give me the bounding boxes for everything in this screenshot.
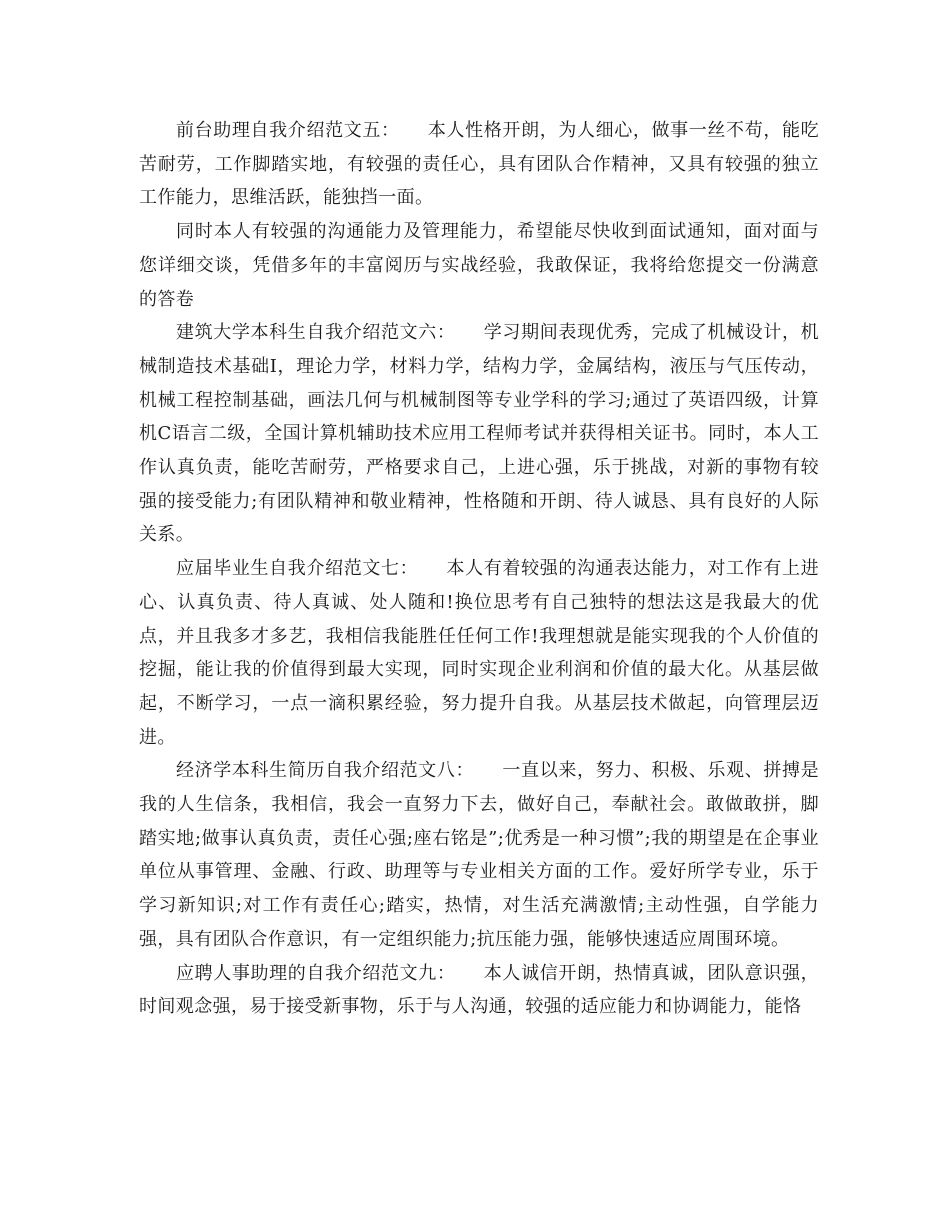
paragraph-hr-assistant: 应聘人事助理的自我介绍范文九： 本人诚信开朗，热情真诚，团队意识强，时间观念强，易于接受新事物，乐于与人沟通，较强的适应能力和协调能力，能恪 [139,962,819,1018]
paragraph-economics-undergraduate: 经济学本科生简历自我介绍范文八： 一直以来，努力、积极、乐观、拼搏是我的人生信条，我相信，我会一直努力下去，做好自己，奉献社会。敢做敢拼，脚踏实地;做事认真负责，责任心强;座右铭是”;优秀是一种习惯”;我的期望是在企事业单位从事管理、金融、行政、助理等与专业相关方面的工作。爱好所学专业，乐于学习新知识;对工作有责任心;踏实，热情，对生活充满激情;主动性强，自学能力强，具有团队合作意识，有一定组织能力;抗压能力强，能够快速适应周围环境。 [139,760,819,950]
paragraph-front-desk-assistant: 前台助理自我介绍范文五： 本人性格开朗，为人细心，做事一丝不苟，能吃苦耐劳，工作脚踏实地，有较强的责任心，具有团队合作精神，又具有较强的独立工作能力，思维活跃，能独挡一面。 [139,120,819,209]
document-body [139,114,819,1024]
paragraph-communication-ability: 同时本人有较强的沟通能力及管理能力，希望能尽快收到面试通知，面对面与您详细交谈，凭借多年的丰富阅历与实战经验，我敢保证，我将给您提交一份满意的答卷 [139,221,819,310]
paragraph-fresh-graduate: 应届毕业生自我介绍范文七： 本人有着较强的沟通表达能力，对工作有上进心、认真负责、待人真诚、处人随和!换位思考有自己独特的想法这是我最大的优点，并且我多才多艺，我相信我能胜任任何工作!我理想就是能实现我的个人价值的挖掘，能让我的价值得到最大实现，同时实现企业利润和价值的最大化。从基层做起，不断学习，一点一滴积累经验，努力提升自我。从基层技术做起，向管理层迈进。 [139,558,819,748]
paragraph-architecture-undergraduate: 建筑大学本科生自我介绍范文六： 学习期间表现优秀，完成了机械设计，机械制造技术基础Ⅰ，理论力学，材料力学，结构力学，金属结构，液压与气压传动，机械工程控制基础，画法几何与机械制图等专业学科的学习;通过了英语四级，计算机C语言二级，全国计算机辅助技术应用工程师考试并获得相关证书。同时，本人工作认真负责，能吃苦耐劳，严格要求自己，上进心强，乐于挑战，对新的事物有较强的接受能力;有团队精神和敬业精神，性格随和开朗、待人诚恳、具有良好的人际关系。 [139,322,819,546]
